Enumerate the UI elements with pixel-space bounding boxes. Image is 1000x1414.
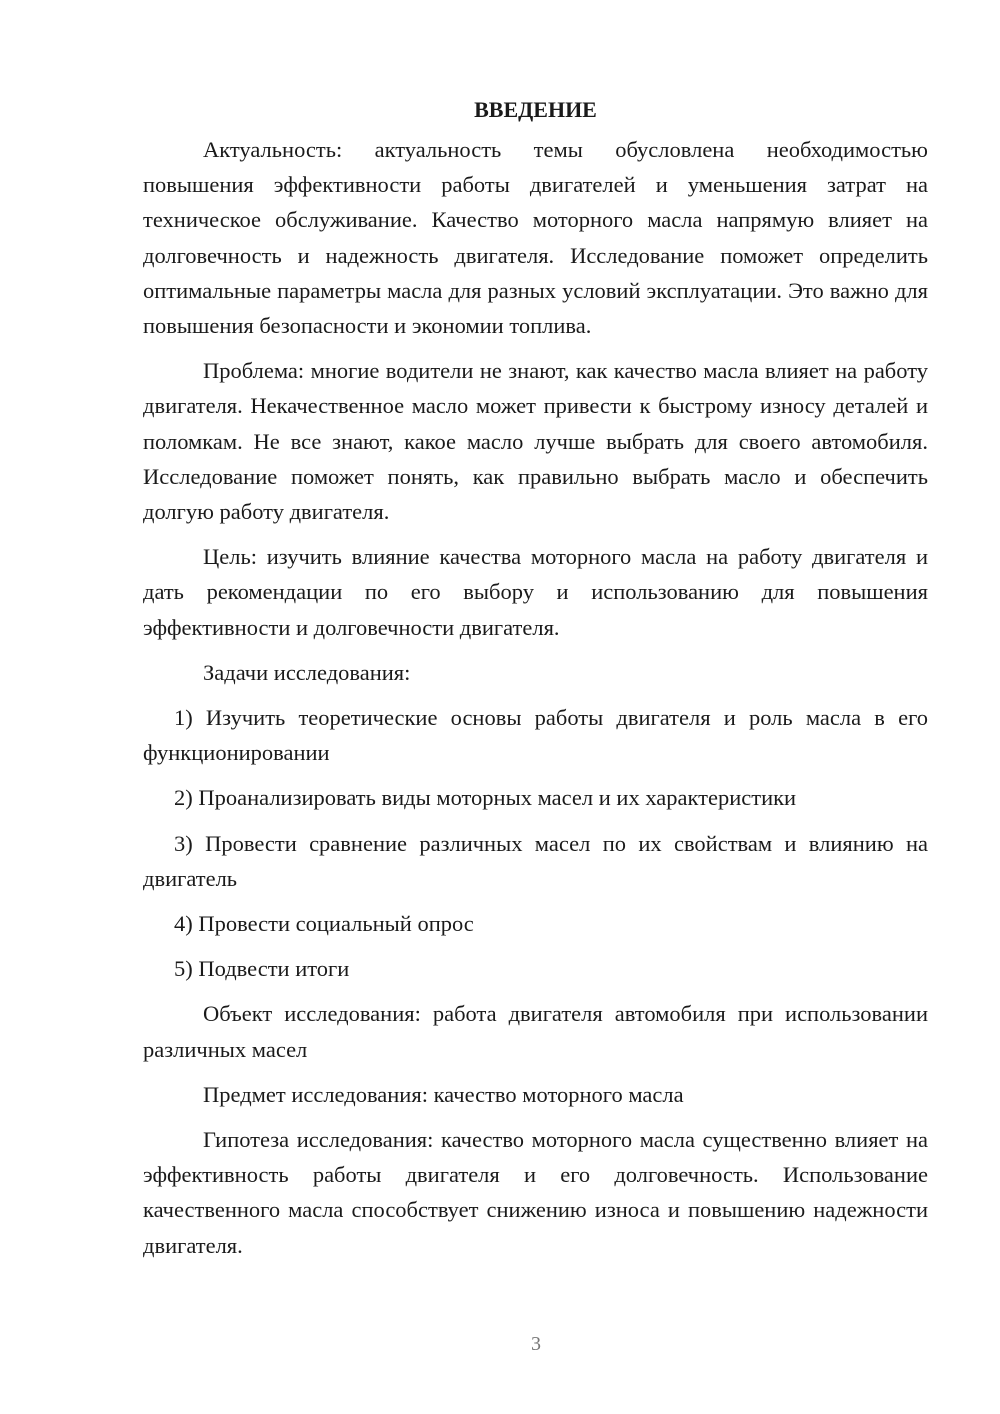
document-page bbox=[143, 92, 928, 1273]
object-paragraph: Объект исследования: работа двигателя автомобиля при использовании различных масел bbox=[143, 1001, 928, 1062]
subject-paragraph: Предмет исследования: качество моторного масла bbox=[203, 1081, 684, 1107]
tasks-heading: Задачи исследования: bbox=[203, 659, 411, 685]
relevance-paragraph: Актуальность: актуальность темы обусловлена необходимостью повышения эффективности работы двигателей и уменьшения затрат на техническое обслуживание. Качество моторного масла напрямую влияет на долговечность и надежность двигателя. Исследование поможет определить оптимальные параметры масла для разных условий эксплуатации. Это важно для повышения безопасности и экономии топлива. bbox=[143, 137, 928, 339]
task-item: 1) Изучить теоретические основы работы двигателя и роль масла в его функционировании bbox=[143, 705, 928, 766]
task-item: 5) Подвести итоги bbox=[174, 956, 350, 982]
section-title: ВВЕДЕНИЕ bbox=[474, 97, 597, 122]
task-item: 4) Провести социальный опрос bbox=[174, 911, 474, 937]
goal-paragraph: Цель: изучить влияние качества моторного масла на работу двигателя и дать рекомендации по его выбору и использованию для повышения эффективности и долговечности двигателя. bbox=[143, 544, 928, 640]
hypothesis-paragraph: Гипотеза исследования: качество моторного масла существенно влияет на эффективность работы двигателя и его долговечность. Использование качественного масла способствует снижению износа и повышению надежности двигателя. bbox=[143, 1127, 928, 1258]
page-number: 3 bbox=[531, 1333, 541, 1355]
task-item: 3) Провести сравнение различных масел по их свойствам и влиянию на двигатель bbox=[143, 830, 928, 891]
problem-paragraph: Проблема: многие водители не знают, как качество масла влияет на работу двигателя. Некачественное масло может привести к быстрому износу деталей и поломкам. Не все знают, какое масло лучше выбрать для своего автомобиля. Исследование поможет понять, как правильно выбрать масло и обеспечить долгую работу двигателя. bbox=[143, 358, 928, 525]
task-item: 2) Проанализировать виды моторных масел и их характеристики bbox=[174, 785, 797, 811]
